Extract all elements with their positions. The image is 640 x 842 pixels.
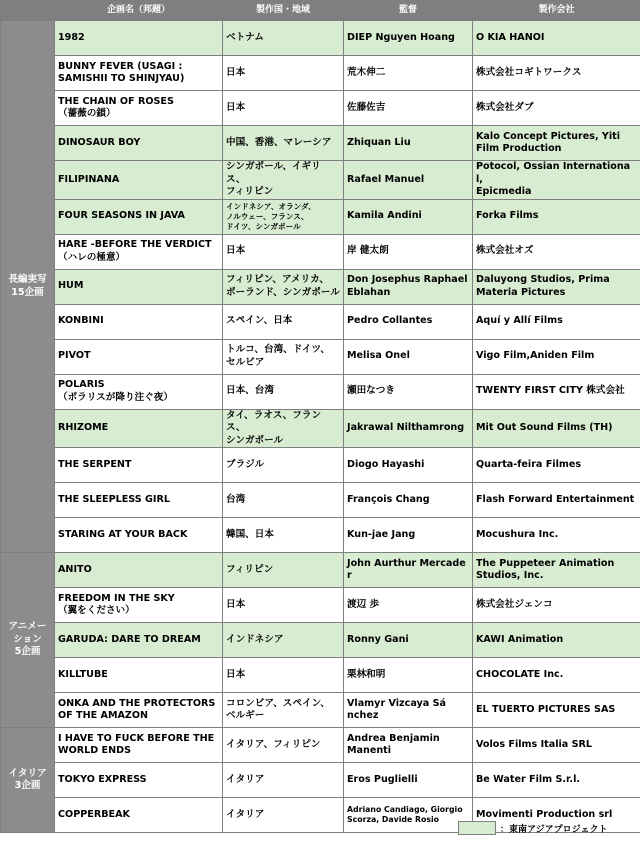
company-line: 株式会社オズ	[476, 245, 534, 257]
header-country: 製作国・地域	[223, 1, 344, 21]
country-cell	[223, 623, 344, 658]
director-line: Ronny Gani	[347, 633, 409, 645]
title-line: WORLD ENDS	[58, 745, 131, 756]
director-cell	[344, 588, 473, 623]
legend	[458, 821, 607, 835]
table-row	[1, 483, 640, 518]
director-cell	[344, 448, 473, 483]
company-line: Mit Out Sound Films (TH)	[476, 422, 613, 433]
title-cell	[55, 658, 223, 693]
country-cell	[223, 588, 344, 623]
company-line: Flash Forward Entertainment	[476, 493, 635, 505]
company-cell	[473, 448, 640, 483]
table-row	[1, 588, 640, 623]
company-line: Volos Films Italia SRL	[476, 738, 593, 750]
country-cell	[223, 483, 344, 518]
company-cell	[473, 483, 640, 518]
country-line: シンガポール、イギリス、	[226, 161, 321, 185]
country-cell	[223, 728, 344, 763]
header-company: 製作会社	[473, 1, 640, 21]
table-row	[1, 21, 640, 56]
table-row	[1, 448, 640, 483]
group-label-line: イタリア	[8, 767, 47, 779]
country-line: イタリア、フィリピン	[226, 738, 321, 750]
company-line: KAWI Animation	[476, 633, 564, 645]
company-cell	[473, 91, 640, 126]
country-cell	[223, 374, 344, 409]
director-cell	[344, 409, 473, 448]
company-line: The Puppeteer Animation	[476, 557, 615, 569]
table-row	[1, 304, 640, 339]
company-cell	[473, 693, 640, 728]
director-cell	[344, 199, 473, 234]
country-line: 日本	[226, 598, 246, 610]
director-line: 渡辺 歩	[347, 598, 380, 610]
company-line: O KIA HANOI	[476, 31, 545, 43]
table-row	[1, 658, 640, 693]
title-line: OF THE AMAZON	[58, 710, 149, 721]
table-row	[1, 91, 640, 126]
header-director: 監督	[344, 1, 473, 21]
company-cell	[473, 763, 640, 798]
company-line: 株式会社コギトワークス	[476, 66, 582, 78]
company-cell	[473, 21, 640, 56]
country-cell	[223, 304, 344, 339]
title-line: I HAVE TO FUCK BEFORE THE	[58, 732, 215, 744]
company-cell	[473, 553, 640, 588]
title-line: GARUDA: DARE TO DREAM	[58, 633, 201, 645]
director-cell	[344, 126, 473, 161]
title-line: RHIZOME	[58, 422, 109, 433]
director-cell	[344, 553, 473, 588]
director-line: Andrea Benjamin	[347, 732, 440, 744]
title-line: THE CHAIN OF ROSES	[58, 95, 174, 107]
title-cell	[55, 56, 223, 91]
company-line: Materia Pictures	[476, 286, 566, 298]
company-line: Kalo Concept Pictures, Yiti	[476, 130, 621, 142]
title-cell	[55, 21, 223, 56]
director-line: Manenti	[347, 745, 392, 756]
title-cell	[55, 91, 223, 126]
director-line: Adriano Candiago, Giorgio	[347, 804, 463, 814]
country-cell	[223, 553, 344, 588]
title-line: FREEDOM IN THE SKY	[58, 592, 175, 604]
company-line: TWENTY FIRST CITY 株式会社	[476, 385, 625, 397]
director-cell	[344, 483, 473, 518]
company-line: Epicmedia	[476, 186, 532, 197]
director-line: 荒木伸二	[347, 66, 386, 78]
director-line: John Aurthur Mercader	[347, 557, 466, 581]
title-cell	[55, 234, 223, 269]
country-cell	[223, 161, 344, 200]
table-row	[1, 518, 640, 553]
country-line: フィリピン	[226, 186, 274, 197]
group-label-line: 5企画	[14, 646, 41, 658]
title-line: （薔薇の鎖）	[58, 108, 116, 119]
country-line: インドネシア、オランダ、	[226, 201, 316, 211]
director-line: Scorza, Davide Rosio	[347, 815, 440, 824]
country-cell	[223, 234, 344, 269]
company-cell	[473, 728, 640, 763]
director-line: 瀬田なつき	[347, 385, 395, 397]
title-cell	[55, 518, 223, 553]
table-row	[1, 553, 640, 588]
country-line: ベトナム	[226, 31, 264, 43]
company-cell	[473, 409, 640, 448]
title-cell	[55, 126, 223, 161]
director-cell	[344, 21, 473, 56]
country-cell	[223, 91, 344, 126]
country-line: 日本、台湾	[226, 385, 274, 397]
country-line: ポーランド、シンガポール	[226, 286, 340, 298]
country-line: 韓国、日本	[226, 528, 274, 540]
table-row	[1, 269, 640, 304]
country-cell	[223, 339, 344, 374]
table-body	[1, 21, 640, 833]
table-row	[1, 763, 640, 798]
company-cell	[473, 518, 640, 553]
country-cell	[223, 658, 344, 693]
group-label-line: 15企画	[11, 286, 44, 298]
title-cell	[55, 374, 223, 409]
title-line: KONBINI	[58, 315, 104, 327]
director-cell	[344, 161, 473, 200]
country-line: コロンビア、スペイン、	[226, 697, 330, 709]
country-line: スペイン、日本	[226, 315, 293, 327]
director-cell	[344, 763, 473, 798]
country-line: 日本	[226, 668, 246, 680]
country-line: シンガポール	[226, 434, 284, 446]
director-line: Vlamyr Vizcaya Sá	[347, 697, 446, 709]
company-line: 株式会社ダブ	[476, 101, 534, 113]
company-cell	[473, 56, 640, 91]
company-line: Studios, Inc.	[476, 570, 544, 581]
table-row	[1, 728, 640, 763]
director-line: François Chang	[347, 493, 430, 505]
group-label	[1, 553, 55, 728]
country-line: 中国、香港、マレーシア	[226, 136, 332, 148]
company-line: Mocushura Inc.	[476, 528, 559, 540]
legend-label: ：東南アジアプロジェクト	[500, 824, 608, 835]
country-line: 日本	[226, 101, 246, 113]
company-cell	[473, 234, 640, 269]
country-line: フィリピン、アメリカ、	[226, 274, 329, 285]
legend-swatch	[458, 821, 496, 835]
group-label-line: アニメー	[8, 621, 47, 633]
table-row	[1, 234, 640, 269]
title-line: TOKYO EXPRESS	[58, 773, 147, 785]
country-cell	[223, 199, 344, 234]
title-line: COPPERBEAK	[58, 808, 130, 820]
title-cell	[55, 161, 223, 200]
country-cell	[223, 56, 344, 91]
director-cell	[344, 798, 473, 833]
title-line: （翼をください）	[58, 605, 135, 616]
table-row	[1, 693, 640, 728]
title-line: ONKA AND THE PROTECTORS	[58, 697, 216, 709]
title-cell	[55, 339, 223, 374]
country-line: タイ、ラオス、フランス、	[226, 409, 322, 433]
country-line: ノルウェー、フランス、	[226, 211, 309, 221]
company-cell	[473, 658, 640, 693]
group-label-line: ション	[13, 633, 42, 645]
company-cell	[473, 304, 640, 339]
company-cell	[473, 374, 640, 409]
director-cell	[344, 56, 473, 91]
country-cell	[223, 798, 344, 833]
company-line: Quarta-feira Filmes	[476, 458, 582, 470]
company-line: Daluyong Studios, Prima	[476, 274, 610, 285]
country-cell	[223, 21, 344, 56]
table-header-row	[1, 1, 640, 21]
title-line: SAMISHII TO SHINJYAU)	[58, 73, 185, 84]
country-cell	[223, 269, 344, 304]
director-line: Eblahan	[347, 286, 391, 298]
table-row	[1, 374, 640, 409]
director-line: Pedro Collantes	[347, 315, 433, 327]
company-line: Forka Films	[476, 210, 539, 222]
country-line: インドネシア	[226, 633, 284, 645]
title-cell	[55, 553, 223, 588]
title-cell	[55, 798, 223, 833]
director-line: Eros Puglielli	[347, 773, 418, 785]
company-cell	[473, 339, 640, 374]
country-cell	[223, 763, 344, 798]
director-cell	[344, 374, 473, 409]
company-line: Movimenti Production srl	[476, 808, 613, 820]
header-title: 企画名（邦題）	[55, 1, 223, 21]
director-line: 佐藤佐吉	[347, 101, 386, 113]
title-line: STARING AT YOUR BACK	[58, 528, 188, 540]
company-line: Potocol, Ossian International,	[476, 161, 631, 185]
director-line: Kun-jae Jang	[347, 528, 416, 540]
country-line: イタリア	[226, 773, 265, 785]
company-cell	[473, 588, 640, 623]
title-line: ANITO	[58, 563, 92, 575]
director-cell	[344, 234, 473, 269]
country-cell	[223, 448, 344, 483]
company-line: EL TUERTO PICTURES SAS	[476, 703, 616, 715]
title-line: FOUR SEASONS IN JAVA	[58, 210, 185, 222]
company-line: Vigo Film,Aniden Film	[476, 350, 595, 362]
director-line: nchez	[347, 710, 379, 721]
country-cell	[223, 126, 344, 161]
director-line: Jakrawal Nilthamrong	[347, 422, 465, 433]
director-cell	[344, 304, 473, 339]
director-cell	[344, 518, 473, 553]
director-line: DIEP Nguyen Hoang	[347, 31, 455, 43]
title-cell	[55, 588, 223, 623]
director-line: Rafael Manuel	[347, 173, 425, 185]
country-line: ドイツ、シンガポール	[226, 221, 301, 231]
title-line: DINOSAUR BOY	[58, 136, 141, 148]
title-cell	[55, 199, 223, 234]
title-cell	[55, 448, 223, 483]
country-line: フィリピン	[226, 563, 274, 575]
title-line: （ハレの極意）	[58, 251, 126, 263]
country-line: イタリア	[226, 808, 265, 820]
title-cell	[55, 269, 223, 304]
title-cell	[55, 693, 223, 728]
director-line: 岸 健太朗	[347, 245, 389, 257]
table-row	[1, 623, 640, 658]
director-line: 栗林和明	[347, 668, 386, 680]
table-row	[1, 199, 640, 234]
title-line: KILLTUBE	[58, 668, 108, 680]
company-line: Aquí y Allí Films	[476, 315, 563, 327]
director-cell	[344, 623, 473, 658]
table-row	[1, 409, 640, 448]
director-cell	[344, 658, 473, 693]
title-cell	[55, 728, 223, 763]
title-cell	[55, 483, 223, 518]
title-line: HUM	[58, 280, 84, 292]
country-line: ブラジル	[226, 458, 265, 470]
company-cell	[473, 126, 640, 161]
country-cell	[223, 693, 344, 728]
table-row	[1, 161, 640, 200]
title-line: POLARIS	[58, 379, 105, 390]
title-cell	[55, 623, 223, 658]
director-line: Melisa Onel	[347, 350, 410, 362]
title-line: （ポラリスが降り注ぐ夜）	[58, 391, 173, 403]
country-cell	[223, 409, 344, 448]
director-line: Zhiquan Liu	[347, 136, 411, 148]
country-line: 日本	[226, 66, 246, 78]
director-cell	[344, 269, 473, 304]
company-cell	[473, 161, 640, 200]
header-corner	[1, 1, 55, 21]
title-line: THE SERPENT	[58, 458, 132, 470]
country-line: 台湾	[226, 493, 246, 505]
country-line: セルビア	[226, 356, 265, 368]
group-label	[1, 728, 55, 833]
table-row	[1, 56, 640, 91]
title-line: 1982	[58, 31, 85, 43]
company-line: 株式会社ジェンコ	[476, 598, 553, 610]
director-line: Kamila Andini	[347, 210, 422, 222]
title-line: PIVOT	[58, 350, 91, 362]
group-label	[1, 21, 55, 553]
company-line: Be Water Film S.r.l.	[476, 773, 580, 785]
director-line: Diogo Hayashi	[347, 458, 425, 470]
director-line: Don Josephus Raphael	[347, 274, 468, 285]
country-line: トルコ、台湾、ドイツ、	[226, 344, 330, 355]
director-cell	[344, 91, 473, 126]
country-line: ベルギー	[226, 710, 265, 721]
title-line: BUNNY FEVER (USAGI :	[58, 60, 183, 72]
company-cell	[473, 269, 640, 304]
group-label-line: 3企画	[14, 780, 41, 791]
director-cell	[344, 339, 473, 374]
title-cell	[55, 304, 223, 339]
table-row	[1, 339, 640, 374]
director-cell	[344, 693, 473, 728]
title-cell	[55, 763, 223, 798]
country-cell	[223, 518, 344, 553]
title-cell	[55, 409, 223, 448]
company-line: Film Production	[476, 143, 562, 154]
company-cell	[473, 623, 640, 658]
company-line: CHOCOLATE Inc.	[476, 668, 564, 680]
country-line: 日本	[226, 245, 246, 257]
group-label-line: 長編実写	[8, 274, 47, 285]
title-line: THE SLEEPLESS GIRL	[58, 493, 170, 505]
title-line: HARE -BEFORE THE VERDICT	[58, 239, 212, 250]
title-line: FILIPINANA	[58, 173, 120, 185]
director-cell	[344, 728, 473, 763]
company-cell	[473, 199, 640, 234]
table-row	[1, 126, 640, 161]
